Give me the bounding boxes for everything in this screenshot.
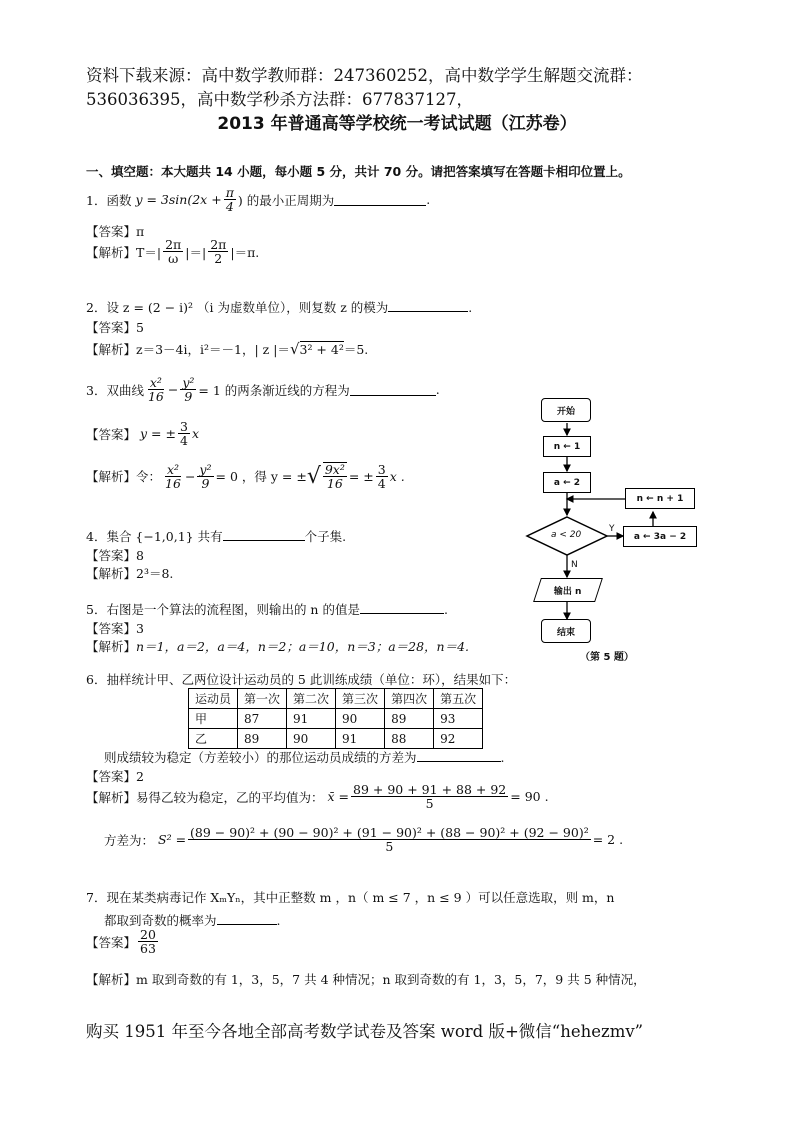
q3-an-d9: 9 (201, 475, 210, 491)
analysis-label: 【解析】 (86, 469, 137, 485)
q3-an-a: 令： (136, 469, 162, 485)
q4-suffix: 个子集. (304, 529, 347, 544)
fc-no-label: N (571, 560, 578, 570)
sqrt-sign: √ (289, 340, 300, 358)
q3-ans-b: x (191, 426, 199, 442)
fc-end: 结束 (541, 619, 591, 643)
table-cell: 90 (287, 729, 336, 749)
q5-prefix: 5．右图是一个算法的流程图，则输出的 n 的值是 (86, 602, 360, 617)
q3-root-num: 9x² (324, 462, 345, 477)
q2-text: 2．设 z = (2 − i)² （i 为虚数单位），则复数 z 的模为 (86, 300, 389, 315)
fc-a-init: a ← 2 (543, 472, 591, 493)
q3-ans-frac (178, 420, 190, 447)
table-cell: 93 (434, 709, 483, 729)
q4-answer-blank (223, 528, 305, 541)
q3-prefix: 3．双曲线 (86, 382, 144, 398)
q1-an-den2: 2 (214, 251, 223, 267)
answer-label: 【答案】 (86, 548, 137, 563)
question-1: 1．函数 y = 3sin(2x + $\frac{\pi}{4}$ ) 的最小正周期为 . (86, 185, 431, 215)
fc-output (533, 578, 603, 602)
q7-answer (86, 928, 160, 955)
q3-d9: 9 (184, 389, 193, 405)
q6-question: 则成绩较为稳定（方差较小）的那位运动员成绩的方差为 (104, 750, 417, 765)
q3-frac-x (146, 376, 166, 403)
q3-answer (86, 420, 199, 447)
analysis-label: 【解析】 (86, 244, 137, 260)
q1-frac-num: π (225, 185, 234, 200)
q7-analysis-text: m 取到奇数的有 1，3，5，7 共 4 种情况；n 取到奇数的有 1，3，5，7，9 共 5 种情况， (136, 972, 646, 987)
q3-an-frac-34 (376, 463, 388, 490)
q6-mean-lhs: x̄ = (327, 789, 350, 805)
q1-an-b: |＝| (185, 244, 207, 260)
q2-answer-blank (388, 299, 468, 312)
q4-answer (86, 546, 144, 564)
question-4 (86, 527, 346, 545)
table-cell: 89 (385, 709, 434, 729)
q6-analysis-variance (104, 826, 623, 853)
q3-x2: x² (149, 375, 162, 390)
table-header-cell: 第三次 (336, 689, 385, 709)
q2-an-a: z＝3－4i，i²＝－1，| z |＝ (136, 342, 290, 357)
q3-an-d: x . (389, 468, 405, 484)
q7-answer-frac (138, 928, 158, 955)
q2-answer-value: 5 (136, 320, 144, 335)
question-2: 2．设 z = (2 − i)² （i 为虚数单位），则复数 z 的模为 . (86, 300, 473, 315)
document-title: 2013 年普通高等学校统一考试试题（江苏卷） (217, 114, 577, 134)
q7-ans-num: 20 (140, 927, 156, 942)
table-header-cell: 第五次 (434, 689, 483, 709)
table-header-cell: 运动员 (189, 689, 238, 709)
table-cell: 90 (336, 709, 385, 729)
question-3: 3．双曲线 $\frac{\text{x²}}{16}$ − $\frac{\text{y²}}{9}$ = 1 的两条渐近线的方程为 . (86, 375, 440, 405)
q3-analysis: 【解析】 令： $\frac{\text{x²}}{16}$ − $\frac{\text{y²}}{9}$ = 0 ，得 y = ± √ $\frac{\text{9x²}}{16}$ = ± $\frac{3}{4}$ x . (86, 461, 405, 492)
answer-label: 【答案】 (86, 621, 137, 636)
answer-label: 【答案】 (86, 224, 137, 239)
table-header-cell: 第二次 (287, 689, 336, 709)
answer-label: 【答案】 (86, 769, 137, 784)
question-7-line1: 7．现在某类病毒记作 XₘYₙ，其中正整数 m ，n（ m ≤ 7 ，n ≤ 9 ）可以任意选取，则 m，n (86, 890, 615, 905)
header-line-2: 536036395，高中数学秒杀方法群：677837127， (86, 90, 473, 109)
q1-analysis (86, 238, 259, 265)
q6-var-frac (188, 826, 591, 853)
q5-answer-blank (360, 601, 444, 614)
q5-answer (86, 619, 144, 637)
q3-suffix: = 1 的两条渐近线的方程为 (198, 382, 350, 398)
q3-an-b: = 0 ，得 y = ± (215, 469, 307, 485)
question-6-text: 则成绩较为稳定（方差较小）的那位运动员成绩的方差为 . (104, 750, 505, 765)
q7-line2-text: 都取到奇数的概率为 (104, 913, 217, 928)
table-cell: 乙 (189, 729, 238, 749)
q2-radicand: 3² + 4² (299, 342, 344, 357)
q3-an-y2: y² (199, 461, 212, 477)
q2-answer (86, 318, 144, 336)
q1-an-frac1 (163, 238, 183, 265)
q1-an-frac2 (208, 238, 228, 265)
q3-root-den: 16 (326, 476, 343, 492)
q3-root-frac (323, 462, 347, 490)
q4-analysis-text: 2³＝8. (136, 566, 174, 581)
q6-mean-frac (351, 783, 508, 810)
q5-analysis-text: n＝1，a＝2，a＝4，n＝2；a＝10，n＝3；a＝28，n＝4. (136, 639, 470, 654)
q3-answer-blank (350, 383, 436, 396)
q6-var-label: 方差为： (104, 832, 155, 848)
q5-analysis (86, 637, 469, 655)
q1-frac-den: 4 (225, 199, 234, 215)
q1-an-num2: 2π (210, 237, 227, 252)
table-header-cell: 第四次 (385, 689, 434, 709)
fc-update-n: n ← n + 1 (625, 488, 695, 509)
q7-ans-den: 63 (140, 941, 156, 957)
q3-an-frac-x (163, 463, 183, 490)
fc-update-a: a ← 3a − 2 (623, 526, 697, 547)
q6-var-rhs: = 2 . (592, 832, 624, 848)
footer-note: 购买 1951 年至今各地全部高考数学试卷及答案 word 版+微信“hehezmv” (86, 1022, 644, 1041)
fc-output-label: 输出 n (554, 586, 582, 597)
header-line-1: 资料下载来源：高中数学教师群：247360252，高中数学学生解题交流群： (86, 66, 643, 85)
q1-an-c: |＝π. (230, 244, 260, 260)
table-cell: 89 (238, 729, 287, 749)
table-cell: 91 (336, 729, 385, 749)
analysis-label: 【解析】 (86, 342, 137, 357)
analysis-label: 【解析】 (86, 972, 137, 987)
fc-yes-label: Y (609, 524, 615, 534)
sqrt-sign: √ (306, 463, 321, 489)
q6-var-lhs: S² = (158, 832, 187, 848)
q1-answer-blank (334, 193, 426, 206)
q3-an-num: 3 (377, 461, 386, 477)
q1-suffix: ) 的最小正周期为 (237, 192, 335, 208)
section-heading: 一、填空题：本大题共 14 小题，每小题 5 分，共计 70 分。请把答案填写在答题卡相印位置上。 (86, 164, 631, 179)
q1-expression: y = 3sin(2x + (135, 192, 222, 208)
q3-an-d16: 16 (165, 475, 181, 491)
q6-var-num: (89 − 90)² + (90 − 90)² + (91 − 90)² + (88 − 90)² + (92 − 90)² (190, 825, 589, 840)
table-cell: 88 (385, 729, 434, 749)
q6-answer-blank (417, 749, 501, 762)
q6-var-den: 5 (385, 839, 394, 855)
q6-mean-rhs: = 90 . (510, 789, 549, 805)
q1-an-den: ω (168, 251, 179, 267)
q4-analysis (86, 564, 173, 582)
q1-prefix: 1．函数 (86, 192, 132, 208)
q3-an-c: = ± (348, 468, 374, 484)
q3-an-den: 4 (377, 475, 386, 491)
q3-frac-y (180, 376, 196, 403)
q6-analysis-mean (86, 783, 549, 810)
q1-fraction (224, 186, 236, 213)
analysis-label: 【解析】 (86, 566, 137, 581)
fc-caption: （第 5 题） (580, 652, 634, 663)
table-row (189, 729, 483, 749)
q1-an-a: T＝| (136, 244, 162, 260)
q7-analysis (86, 970, 646, 988)
q3-d16: 16 (147, 389, 164, 405)
q2-an-b: ＝5. (343, 342, 369, 357)
q4-prefix: 4．集合 {−1,0,1} 共有 (86, 529, 223, 544)
table-header-row (189, 689, 483, 709)
q6-answer-value: 2 (136, 769, 144, 784)
q1-an-num: 2π (165, 237, 182, 252)
q3-ans-a: y = ± (140, 426, 176, 442)
table-cell: 甲 (189, 709, 238, 729)
analysis-label: 【解析】 (86, 639, 137, 654)
q4-answer-value: 8 (136, 548, 144, 563)
q5-answer-value: 3 (136, 621, 144, 636)
q3-ans-den: 4 (179, 433, 188, 449)
table-cell: 92 (434, 729, 483, 749)
fc-condition: a < 20 (551, 530, 582, 540)
fc-n-init: n ← 1 (543, 436, 591, 457)
analysis-label: 【解析】 (86, 789, 137, 805)
q1-answer-value: π (136, 224, 145, 239)
q2-analysis (86, 340, 368, 358)
fc-start: 开始 (541, 398, 591, 422)
question-6-intro: 6．抽样统计甲、乙两位设计运动员的 5 此训练成绩（单位：环），结果如下： (86, 672, 517, 687)
question-5: 5．右图是一个算法的流程图，则输出的 n 的值是 . (86, 602, 448, 617)
q3-y2: y² (182, 375, 195, 390)
answer-label: 【答案】 (86, 320, 137, 335)
scores-table (188, 688, 483, 749)
q6-analysis-a: 易得乙较为稳定，乙的平均值为： (136, 789, 324, 805)
q3-an-x2: x² (166, 461, 180, 477)
table-cell: 87 (238, 709, 287, 729)
q3-an-frac-y (197, 463, 213, 490)
answer-label: 【答案】 (86, 426, 137, 442)
q6-mean-den: 5 (425, 796, 434, 812)
table-cell: 91 (287, 709, 336, 729)
question-7-line2: 都取到奇数的概率为 . (104, 913, 281, 928)
answer-label: 【答案】 (86, 934, 137, 950)
q3-ans-num: 3 (179, 419, 188, 434)
q7-answer-blank (217, 912, 277, 925)
table-row (189, 709, 483, 729)
table-header-cell: 第一次 (238, 689, 287, 709)
q6-mean-num: 89 + 90 + 91 + 88 + 92 (353, 782, 507, 797)
